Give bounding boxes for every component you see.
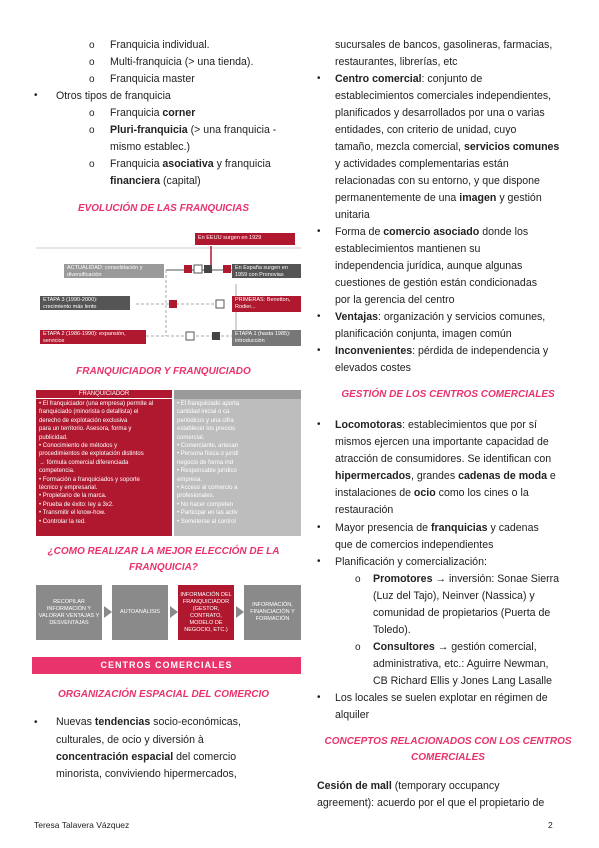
text: : conjunto de	[421, 73, 483, 85]
table-cell-line: • Acceso al comercio a	[177, 485, 238, 492]
table-cell-line: • Responsable jurídico	[177, 468, 237, 475]
text: y cadenas	[487, 522, 539, 534]
bullet-icon: •	[317, 226, 321, 237]
text: Mayor presencia de	[335, 522, 431, 534]
list-item: Los locales se suelen explotar en régimen de	[335, 692, 548, 704]
footer-author: Teresa Talavera Vázquez	[34, 820, 130, 830]
list-item-cont: establecimientos mantienen su	[335, 243, 481, 255]
flow-text: INFORMACIÓN DEL FRANQUICIADOR (GESTOR, CONTRATO, MODELO DE NEGOCIO, ETC.)	[180, 591, 232, 633]
circle-bullet-icon: o	[89, 108, 95, 119]
circle-bullet-icon: o	[89, 40, 95, 51]
list-item	[335, 71, 482, 87]
text: permanentemente de una	[335, 192, 460, 204]
flow-step	[112, 585, 168, 640]
circle-bullet-icon: o	[355, 574, 361, 585]
list-item-cont	[110, 173, 201, 189]
list-item-cont: por la gerencia del centro	[335, 294, 455, 306]
list-item: Planificación y comercialización:	[335, 556, 487, 568]
text: tamaño, mezcla comercial,	[335, 141, 464, 153]
bold-text: concentración espacial	[56, 751, 174, 763]
list-item-cont: mismos ejercen una importante capacidad de	[335, 436, 549, 448]
circle-bullet-icon: o	[355, 642, 361, 653]
list-item-cont	[335, 485, 529, 501]
list-item-cont	[335, 139, 559, 155]
bold-text: Consultores	[373, 641, 435, 653]
bold-text: franquicias	[430, 522, 488, 534]
section-heading: CONCEPTOS RELACIONADOS CON LOS CENTROS	[324, 736, 572, 747]
list-item-cont: entidades, con criterio de unidad, cuyo	[335, 124, 517, 136]
list-item	[335, 224, 528, 240]
text: : organización y servicios comunes,	[378, 311, 546, 323]
timeline-top-box	[194, 232, 296, 246]
timeline-box	[64, 264, 164, 278]
list-item-cont: mismo establec.)	[110, 141, 191, 153]
list-item	[373, 571, 559, 587]
flow-text: AUTOANÁLISIS	[120, 609, 160, 615]
page-number: 2	[548, 820, 553, 830]
arrow-right-icon	[236, 606, 244, 618]
bold-text: hipermercados	[335, 470, 411, 482]
text: (temporary occupancy	[391, 780, 500, 792]
list-item	[110, 156, 271, 172]
table-cell-line: comercial.	[177, 434, 205, 441]
table-col-franquiciador	[36, 390, 172, 536]
list-item-cont: comunidad de propietarios (Puerta de	[373, 607, 551, 619]
bullet-icon: •	[317, 556, 321, 567]
list-item-cont: minorista, conviviendo hipermercados,	[56, 768, 237, 780]
timeline-box	[40, 296, 130, 310]
timeline-text: ETAPA 2 (1986-1990): expansión, servicios	[43, 331, 126, 344]
circle-bullet-icon: o	[89, 125, 95, 136]
timeline-box	[232, 296, 301, 312]
timeline-marker	[186, 332, 194, 340]
list-item-cont: atracción de consumidores. Se identifican con	[335, 453, 552, 465]
list-item-cont: Toledo).	[373, 624, 411, 636]
bold-text: Centro comercial	[335, 73, 422, 85]
table-cell-line: • Participar en las activ	[177, 510, 238, 517]
timeline-text: ETAPA 1 (hasta 1985): introducción	[235, 331, 291, 344]
table-cell-line: procedimientos de explotación distintos	[39, 451, 144, 458]
table-cell	[174, 399, 301, 527]
table-cell-line: periódicos y una cifra	[177, 417, 234, 424]
timeline-text: En España surgen en 1959 con Pronovias	[235, 265, 288, 278]
timeline-marker	[216, 300, 224, 308]
list-item-cont	[335, 190, 542, 206]
table-cell-line: • Conocimiento de métodos y	[39, 443, 118, 450]
flow-text: RECOPILAR INFORMACIÓN Y VALORAR VENTAJAS Y DESVENTAJAS	[38, 598, 100, 626]
table-cell-line: • Formación a franquiciados y soporte	[39, 476, 140, 483]
list-item-cont: CB Richard Ellis y Jones Lang Lasalle	[373, 675, 553, 687]
list-item	[335, 309, 545, 325]
timeline-box	[232, 330, 301, 346]
table-cell-line: • Someterse al control	[177, 518, 236, 525]
list-item	[335, 417, 537, 433]
list-item-cont	[335, 468, 556, 484]
text-line: restaurantes, librerías, etc	[335, 56, 458, 68]
circle-bullet-icon: o	[89, 74, 95, 85]
text: y gestión	[496, 192, 542, 204]
bold-text: comercio asociado	[383, 226, 480, 238]
arrow-right-icon	[170, 606, 178, 618]
list-item-cont	[56, 749, 236, 765]
circle-bullet-icon: o	[89, 159, 95, 170]
text: : establecimientos que por sí	[402, 419, 537, 431]
list-item-cont: independencia jurídica, aunque algunas	[335, 260, 523, 272]
table-cell-line: → fórmula comercial diferenciada	[39, 459, 129, 466]
list-item: Multi-franquicia (> una tienda).	[110, 56, 254, 68]
table-cell-line: • Prueba de éxito: ley a 3x2.	[39, 501, 114, 508]
bullet-icon: •	[317, 345, 321, 356]
bold-text: ocio	[413, 487, 436, 499]
bullet-icon: •	[34, 717, 38, 728]
list-item-cont: planificados y desarrollados por una o varias	[335, 107, 545, 119]
bold-text: Pluri-franquicia	[110, 124, 188, 136]
list-item-cont: planificación conjunta, imagen común	[335, 328, 512, 340]
list-item	[56, 714, 241, 730]
text: , grandes	[410, 470, 459, 482]
table-cell-line: • El franquiciador (una empresa) permite al	[39, 401, 154, 407]
text: donde los	[479, 226, 529, 238]
arrow-right-icon	[104, 606, 112, 618]
table-cell-line: negocio de forma ind	[177, 459, 234, 466]
table-cell-line: • Propietario de la marca.	[39, 493, 107, 500]
timeline-text: ACTUALIDAD: consolidación y diversificación	[67, 265, 143, 278]
bold-text: corner	[162, 107, 196, 119]
circle-bullet-icon: o	[89, 57, 95, 68]
list-item-cont: y actividades complementarias están	[335, 158, 509, 170]
bullet-icon: •	[317, 692, 321, 703]
text: : pérdida de independencia y	[412, 345, 549, 357]
table-header	[174, 390, 301, 399]
timeline-marker	[212, 332, 220, 340]
bold-text: servicios comunes	[463, 141, 560, 153]
bold-text: Locomotoras	[335, 419, 403, 431]
timeline-box	[40, 330, 146, 344]
table-cell-line: • Controlar la red.	[39, 518, 86, 525]
list-item	[373, 639, 537, 655]
list-item	[110, 122, 276, 138]
list-item	[335, 343, 548, 359]
text: → gestión comercial,	[434, 641, 537, 653]
table-cell	[36, 399, 172, 527]
text: (> una franquicia -	[187, 124, 277, 136]
section-heading: FRANQUICIA?	[129, 562, 198, 573]
bold-text: Promotores	[373, 573, 433, 585]
list-item-cont: cuestiones de gestión están condicionadas	[335, 277, 538, 289]
timeline-marker	[184, 265, 192, 273]
list-item: Franquicia individual.	[110, 39, 210, 51]
flow-text: INFORMACIÓN, FINANCIACIÓN Y FORMACIÓN	[250, 602, 295, 622]
list-item	[335, 520, 539, 536]
section-heading: FRANQUICIADOR Y FRANQUICIADO	[76, 366, 251, 377]
table-cell-line: derecho de explotación exclusiva	[39, 417, 128, 424]
list-item-cont: elevados costes	[335, 362, 411, 374]
table-cell-line: • Persona física o jurídi	[177, 451, 239, 458]
text: Franquicia	[110, 107, 163, 119]
text-line: agreement): acuerdo por el que el propietario de	[317, 797, 545, 809]
table-cell-line: para un territorio. Asesora, forma y	[39, 426, 132, 433]
list-item: Franquicia master	[110, 73, 195, 85]
list-item	[110, 105, 195, 121]
list-item-cont: administrativa, etc.: Aguirre Newman,	[373, 658, 549, 670]
table-col-franquiciado	[174, 390, 301, 536]
table-cell-line: • Transmitir el know-how.	[39, 510, 106, 517]
bullet-icon: •	[317, 522, 321, 533]
bold-text: financiera	[110, 175, 161, 187]
text: y franquicia	[213, 158, 271, 170]
section-heading: ORGANIZACIÓN ESPACIAL DEL COMERCIO	[57, 689, 270, 700]
bold-text: tendencias	[94, 716, 151, 728]
table-cell-line: publicidad.	[39, 434, 68, 441]
text: Forma de	[335, 226, 384, 238]
table-cell-line: establecer los precios	[177, 426, 236, 433]
table-cell-line: • El franquiciado aporta	[177, 401, 240, 407]
table-header: FRANQUICIADOR	[36, 390, 172, 399]
text: como los cines o la	[435, 487, 529, 499]
table-cell-line: competencia.	[39, 468, 75, 475]
text: Franquicia	[110, 158, 163, 170]
bold-text: imagen	[459, 192, 497, 204]
list-item-cont: alquiler	[335, 709, 370, 721]
flow-step	[244, 585, 301, 640]
timeline-marker	[204, 265, 212, 273]
list-item-cont: relacionadas con su entorno, y que dispone	[335, 175, 540, 187]
section-heading: COMERCIALES	[411, 752, 485, 763]
bold-text: Inconvenientes	[335, 345, 413, 357]
timeline-box	[232, 264, 301, 278]
table-cell-line: • No hacer competen	[177, 501, 234, 508]
bullet-icon: •	[317, 73, 321, 84]
text: e	[546, 470, 556, 482]
text: socio-económicas,	[150, 716, 241, 728]
flow-step	[178, 585, 234, 640]
text: (capital)	[160, 175, 201, 187]
list-item-cont: culturales, de ocio y diversión à	[56, 734, 204, 746]
timeline-marker	[169, 300, 177, 308]
section-heading: ¿COMO REALIZAR LA MEJOR ELECCIÓN DE LA	[47, 546, 280, 557]
text: instalaciones de	[335, 487, 414, 499]
text-line: sucursales de bancos, gasolineras, farmacias,	[335, 39, 553, 51]
list-item-cont: que de comercios independientes	[335, 539, 494, 551]
timeline-marker	[223, 265, 231, 273]
text-line	[317, 778, 500, 794]
timeline-text: ETAPA 3 (1990-2000): crecimiento más lento	[43, 297, 98, 310]
list-item-cont: unitaria	[335, 209, 370, 221]
text: Nuevas	[56, 716, 95, 728]
section-heading: EVOLUCIÓN DE LAS FRANQUICIAS	[77, 203, 250, 214]
text: del comercio	[173, 751, 237, 763]
timeline-marker	[194, 265, 202, 273]
list-item-cont: restauración	[335, 504, 394, 516]
table-cell-line: profesionales.	[177, 493, 215, 500]
bullet-icon: •	[34, 90, 38, 101]
table-cell-line: cantidad inicial o ca	[177, 409, 230, 416]
bullet-icon: •	[317, 311, 321, 322]
table-cell-line: técnico y empresarial.	[39, 485, 98, 492]
section-banner: CENTROS COMERCIALES	[32, 657, 301, 674]
bold-text: Ventajas	[335, 311, 378, 323]
timeline-text: En EEUU surgen en 1929	[198, 235, 262, 241]
bold-text: Cesión de mall	[317, 780, 392, 792]
table-cell-line: • Comerciante, artesan	[177, 443, 239, 450]
text: → inversión: Sonae Sierra	[432, 573, 560, 585]
bullet-icon: •	[317, 419, 321, 430]
flow-step	[36, 585, 102, 640]
section-heading: GESTIÓN DE LOS CENTROS COMERCIALES	[341, 389, 555, 400]
table-cell-line: empresa.	[177, 476, 203, 483]
bold-text: cadenas de moda	[458, 470, 547, 482]
table-cell-line: franquiciado (minorista o detallista) el	[39, 409, 139, 416]
list-item: Otros tipos de franquicia	[56, 90, 171, 102]
bold-text: asociativa	[162, 158, 214, 170]
list-item-cont: establecimientos comerciales independientes,	[335, 90, 552, 102]
timeline-text: PRIMERAS: Benetton, Rodier...	[235, 297, 291, 310]
list-item-cont: (Luz del Tajo), Neinver (Nassica) y	[373, 590, 535, 602]
